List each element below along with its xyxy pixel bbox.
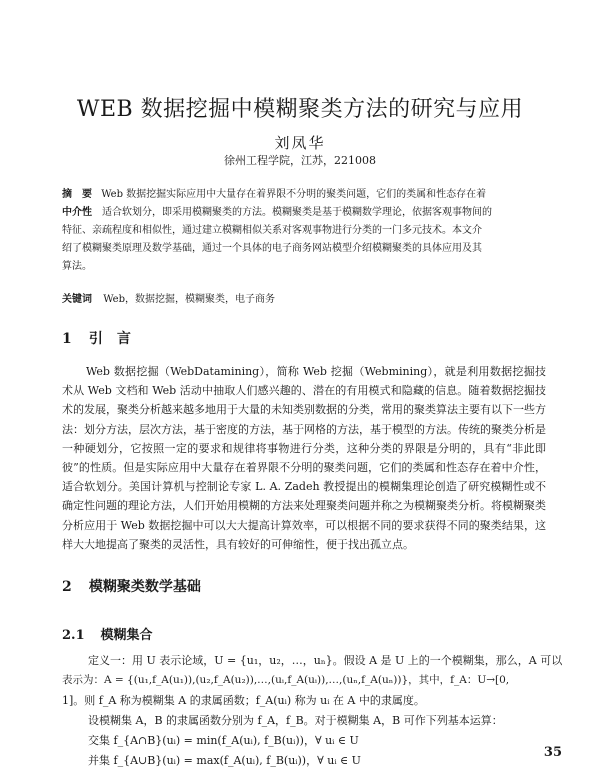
author-affiliation: 徐州工程学院，江苏，221008 [224,154,376,167]
definition-line: 设模糊集 A，B 的隶属函数分别为 f_A，f_B。对于模糊集 A，B 可作下列基本运算： [88,714,503,727]
section-heading [62,328,131,348]
abstract-line [62,258,542,276]
section-title: 模糊聚类数学基础 [88,579,201,595]
keywords-label: 关键词 [62,294,92,305]
author-name: 刘凤华 [274,134,326,152]
introduction-paragraph [62,362,546,554]
abstract-line [62,204,542,222]
keywords-text: Web，数据挖掘，模糊聚类，电子商务 [103,294,275,305]
abstract-text: 算法。 [62,261,92,272]
abstract-text: 特征、亲疏程度和相似性，通过建立模糊相似关系对客观事物进行分类的一门多元技术。本文介 [62,225,482,236]
paragraph-text: Web 数据挖掘（WebDatamining），简称 Web 挖掘（Webmining），就是利用数据挖掘技术从 Web 文档和 Web 活动中抽取人们感兴趣的、潜在的有用模式和隐藏的信息。随着数据挖掘技术的发展，聚类分析越来越多地用于大量的未知类别数据的分类，常用的聚类算法主要有以下一些方法：划分方法，层次方法，基于密度的方法，基于网格的方法，基于模型的方法。传统的聚类分析是一种硬划分，它按照一定的要求和规律将事物进行分类，这种分类的界限是分明的，具有“非此即彼”的性质。但是实际应用中大量存在着界限不分明的聚类问题，它们的类属和性态存在着中介性，适合软划分。美国计算机与控制论专家 L. A. Zadeh 教授提出的模糊集理论创造了研究模糊性或不确定性问题的理论方法，人们开始用模糊的方法来处理聚类问题并称之为模糊聚类分析。将模糊聚类分析应用于 Web 数据挖掘中可以大大提高计算效率，可以根据不同的要求获得不同的聚类结果，这样大大地提高了聚类的灵活性，具有较好的可伸缩性，便于找出孤立点。 [62,365,546,551]
subsection-heading [62,624,153,643]
abstract-block [62,186,542,276]
subsection-title: 模糊集合 [100,628,153,643]
abstract-text: 绍了模糊聚类原理及数学基础，通过一个具体的电子商务网站模型介绍模糊聚类的具体应用及其 [62,243,482,254]
page-number: 35 [543,745,562,760]
formula-union: 并集 f_{A∪B}(uᵢ) = max(f_A(uᵢ), f_B(uᵢ))，∀ uᵢ ∈ U [88,754,361,767]
abstract-line [62,186,542,204]
abstract-text: Web 数据挖掘实际应用中大量存在着界限不分明的聚类问题，它们的类属和性态存在着 [101,189,487,200]
subsection-number: 2.1 [62,628,85,643]
abstract-text: 适合软划分，即采用模糊聚类的方法。模糊聚类是基于模糊数学理论，依据客观事物间的 [102,207,492,218]
definition-line: 定义一：用 U 表示论域，U = {u₁，u₂，…，uₙ}。假设 A 是 U 上的一个模糊集，那么，A 可以 [88,654,563,667]
paper-title: WEB 数据挖掘中模糊聚类方法的研究与应用 [76,97,524,122]
abstract-line [62,240,542,258]
abstract-line-prefix: 中介性 [62,207,102,218]
section-number: 1 [62,331,72,347]
keywords-block [62,290,542,305]
formula-intersection: 交集 f_{A∩B}(uᵢ) = min(f_A(uᵢ), f_B(uᵢ))，∀ uᵢ ∈ U [88,734,359,747]
definition-line: 表示为：A = {(u₁,f_A(u₁)),(u₂,f_A(u₂)),…,(uᵢ,f_A(uᵢ)),…,(uₙ,f_A(uₙ))}，其中，f_A：U→[0, [62,674,510,686]
section-heading [62,576,201,596]
section-number: 2 [62,579,72,595]
section-title: 引 言 [88,331,131,347]
abstract-label: 摘 要 [62,189,92,200]
definition-line: 1]。则 f_A 称为模糊集 A 的隶属函数；f_A(uᵢ) 称为 uᵢ 在 A 中的隶属度。 [62,694,425,707]
abstract-line [62,222,542,240]
